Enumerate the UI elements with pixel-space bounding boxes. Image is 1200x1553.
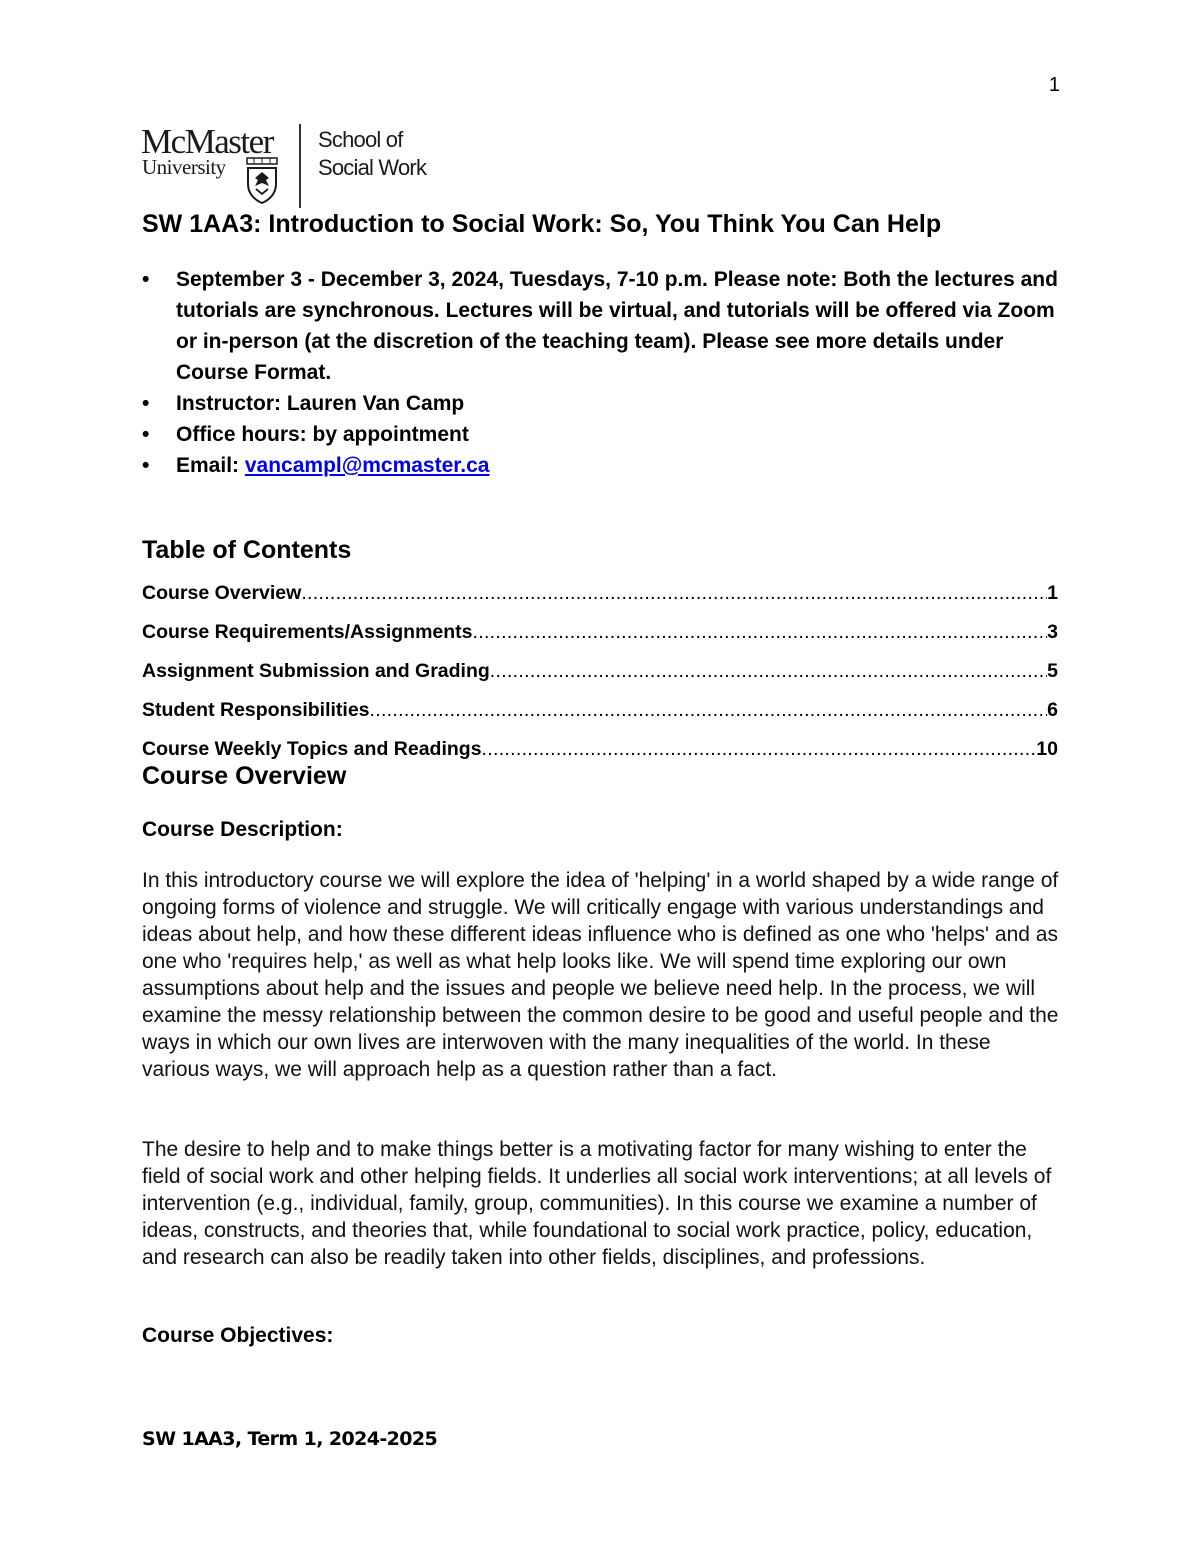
toc-entry-page: 5: [1047, 660, 1058, 682]
instructor-name: Instructor: Lauren Van Camp: [176, 392, 465, 415]
page-number: 1: [1048, 74, 1060, 96]
office-hours: Office hours: by appointment: [176, 423, 469, 446]
course-info-list: [142, 264, 1062, 481]
toc-entry-page: 3: [1047, 621, 1058, 643]
toc-entry-label: Course Requirements/Assignments: [142, 621, 473, 643]
toc-entry-label: Assignment Submission and Grading: [142, 660, 490, 682]
toc-leader-dots: [482, 733, 1037, 765]
page-footer: SW 1AA3, Term 1, 2024-2025: [142, 1428, 438, 1450]
logo-university-name: McMaster: [141, 122, 273, 161]
bullet-icon: •: [142, 454, 150, 477]
email-label: Email:: [176, 454, 245, 477]
list-item: [142, 388, 1062, 419]
university-crest-icon: [245, 156, 279, 204]
course-objectives-heading: Course Objectives:: [142, 1324, 334, 1347]
toc-entry-page: 6: [1047, 699, 1058, 721]
logo-department-line2: Social Work: [318, 155, 427, 180]
logo-divider: [299, 124, 301, 208]
toc-entry-label: Student Responsibilities: [142, 699, 370, 721]
course-overview-heading: Course Overview: [142, 762, 347, 790]
logo-university-word: University: [142, 155, 226, 179]
email-link[interactable]: vancampl@mcmaster.ca: [244, 454, 490, 477]
course-description-paragraph-2: The desire to help and to make things better is a motivating factor for many wishing to enter the field of social work and other helping fields. It underlies all social work interventions; at all levels of intervention (e.g., individual, family, group, communities). In this course we examine a number of ideas, constructs, and theories that, while foundational to social work practice, policy, education, and research can also be readily taken into other fields, disciplines, and professions.: [142, 1138, 1052, 1269]
course-description-heading: Course Description:: [142, 818, 343, 841]
table-of-contents: [142, 577, 1058, 772]
bullet-icon: •: [142, 392, 150, 415]
bullet-icon: •: [142, 423, 150, 446]
table-of-contents-heading: Table of Contents: [142, 536, 352, 564]
bullet-icon: •: [142, 268, 150, 291]
course-title: SW 1AA3: Introduction to Social Work: So, You Think You Can Help: [142, 210, 942, 238]
toc-leader-dots: [370, 694, 1048, 726]
toc-leader-dots: [473, 616, 1048, 648]
toc-entry-page: 10: [1036, 738, 1058, 760]
toc-entry-label: Course Weekly Topics and Readings: [142, 738, 482, 760]
list-item: [142, 419, 1062, 450]
toc-entry-label: Course Overview: [142, 582, 302, 604]
toc-leader-dots: [490, 655, 1047, 687]
logo-department-line1: School of: [318, 127, 403, 152]
list-item: [142, 450, 1062, 481]
course-dates-note: September 3 - December 3, 2024, Tuesdays, 7-10 p.m. Please note: Both the lectures and tutorials are synchronous. Lectures will be virtual, and tutorials will be offered via Zoom or in-person (at the discretion of the teaching team). Please see more details under Course Format.: [176, 268, 1058, 384]
course-description-paragraph-1: In this introductory course we will explore the idea of 'helping' in a world shaped by a wide range of ongoing forms of violence and struggle. We will critically engage with various understandings and ideas about help, and how these different ideas influence who is defined as one who 'helps' and as one who 'requires help,' as well as what help looks like. We will spend time exploring our own assumptions about help and the issues and people we believe need help. In the process, we will examine the messy relationship between the common desire to be good and useful people and the ways in which our own lives are interwoven with the many inequalities of the world. In these various ways, we will approach help as a question rather than a fact.: [142, 869, 1059, 1081]
mcmaster-school-of-social-work-logo: [141, 122, 441, 210]
toc-leader-dots: [301, 577, 1047, 609]
toc-entry-page: 1: [1047, 582, 1058, 604]
toc-entry-student-responsibilities[interactable]: [142, 694, 1058, 733]
toc-entry-assignment-submission[interactable]: [142, 655, 1058, 694]
list-item: [142, 264, 1062, 388]
toc-entry-course-overview[interactable]: [142, 577, 1058, 616]
toc-entry-course-requirements[interactable]: [142, 616, 1058, 655]
